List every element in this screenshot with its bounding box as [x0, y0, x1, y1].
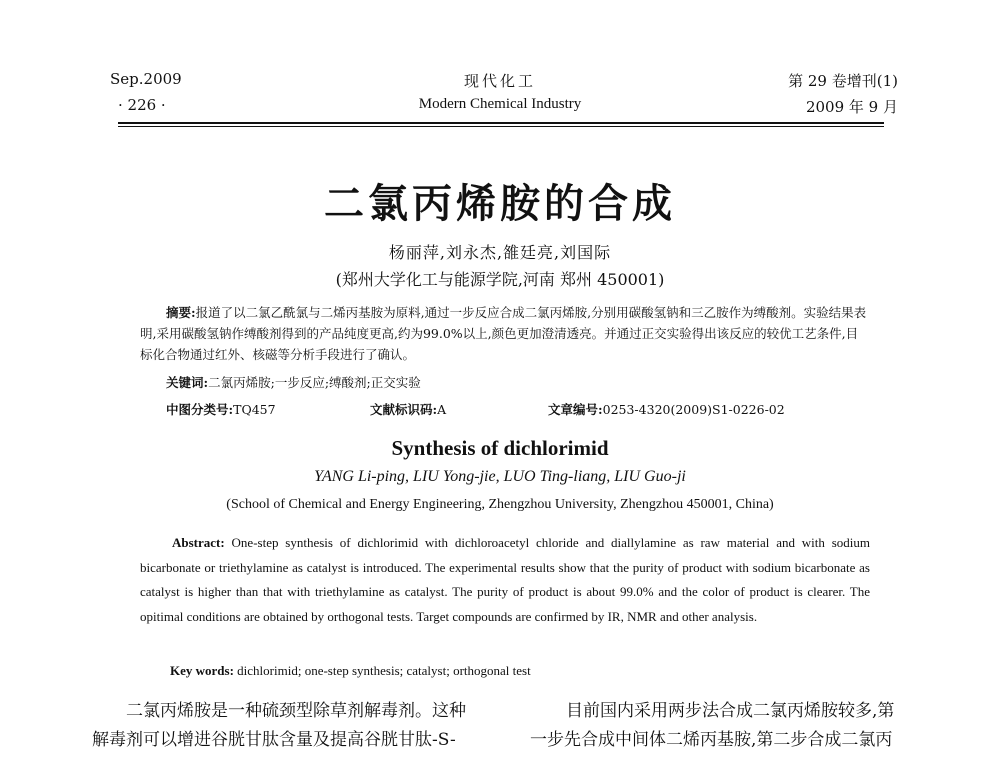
- header-issue-date: 2009 年 9 月: [805, 98, 898, 116]
- abstract-en: [140, 531, 870, 629]
- abstract-cn-text: 报道了以二氯乙酰氯与二烯丙基胺为原料,通过一步反应合成二氯丙烯胺,分别用碳酸氢钠和三乙胺作为缚酸剂。实验结果表明,采用碳酸氢钠作缚酸剂得到的产品纯度更高,约为99.0%以上,颜色更加澄清透亮。并通过正交实验得出该反应的较优工艺条件,目标化合物通过红外、核磁等分析手段进行了确认。: [140, 305, 867, 362]
- keywords-en: [170, 663, 531, 679]
- body-left-line1: 二氯丙烯胺是一种硫颈型除草剂解毒剂。这种: [126, 701, 466, 721]
- affiliation-en: (School of Chemical and Energy Engineering, Zhengzhou University, Zhengzhou 450001, China): [226, 497, 774, 512]
- affiliation-cn: (郑州大学化工与能源学院,河南 郑州 450001): [335, 270, 665, 289]
- header-journal-en: Modern Chemical Industry: [418, 96, 582, 112]
- body-right-line2: 一步先合成中间体二烯丙基胺,第二步合成二氯丙: [530, 730, 893, 750]
- header-journal-cn: 现代化工: [463, 72, 536, 90]
- keywords-en-label: Key words:: [170, 663, 234, 678]
- abstract-en-label: Abstract:: [172, 535, 225, 550]
- abstract-cn-label: 摘要:: [166, 305, 196, 320]
- classification-clc: [166, 399, 276, 420]
- header-volume: 第 29 卷增刊(1): [788, 72, 898, 90]
- body-left-line2: 解毒剂可以增进谷胱甘肽含量及提高谷胱甘肽-S-: [92, 730, 456, 750]
- doc-value: A: [437, 402, 447, 417]
- authors-en: YANG Li-ping, LIU Yong-jie, LUO Ting-liang, LIU Guo-ji: [314, 468, 686, 485]
- header-rule-thin: [118, 126, 884, 127]
- body-column-right: [530, 697, 920, 755]
- classification-doc: [370, 399, 446, 420]
- clc-label: 中图分类号:: [166, 402, 234, 417]
- classification-article: [548, 399, 785, 420]
- header-page-number: · 226 ·: [118, 96, 166, 114]
- header-date: Sep.2009: [110, 70, 182, 88]
- abstract-en-text: One-step synthesis of dichlorimid with dichloroacetyl chloride and diallylamine as raw material and with sodium bicarbonate or triethylamine as catalyst is introduced. The experimental results show that the purity of product with sodium bicarbonate as catalyst is higher than that with triethylamine as catalyst. The purity of product is about 99.0% and the color of product is clearer. The opitimal conditions are obtained by orthogonal tests. Target compounds are confirmed by IR, NMR and other analysis.: [140, 535, 871, 624]
- doc-label: 文献标识码:: [370, 402, 438, 417]
- article-label: 文章编号:: [548, 402, 603, 417]
- clc-value: TQ457: [233, 402, 276, 417]
- keywords-en-text: dichlorimid; one-step synthesis; catalyst; orthogonal test: [237, 663, 531, 678]
- keywords-cn: [166, 372, 421, 393]
- abstract-cn: [140, 302, 870, 365]
- header-rule: [118, 122, 884, 124]
- keywords-cn-text: 二氯丙烯胺;一步反应;缚酸剂;正交实验: [208, 375, 421, 390]
- article-value: 0253-4320(2009)S1-0226-02: [602, 402, 785, 417]
- authors-cn: 杨丽萍,刘永杰,雒廷亮,刘国际: [388, 243, 612, 262]
- body-column-left: [92, 697, 502, 755]
- body-right-line1: 目前国内采用两步法合成二氯丙烯胺较多,第: [566, 701, 895, 721]
- page-title-cn: 二氯丙烯胺的合成: [324, 181, 676, 227]
- page-title-en: Synthesis of dichlorimid: [391, 436, 609, 460]
- keywords-cn-label: 关键词:: [166, 375, 209, 390]
